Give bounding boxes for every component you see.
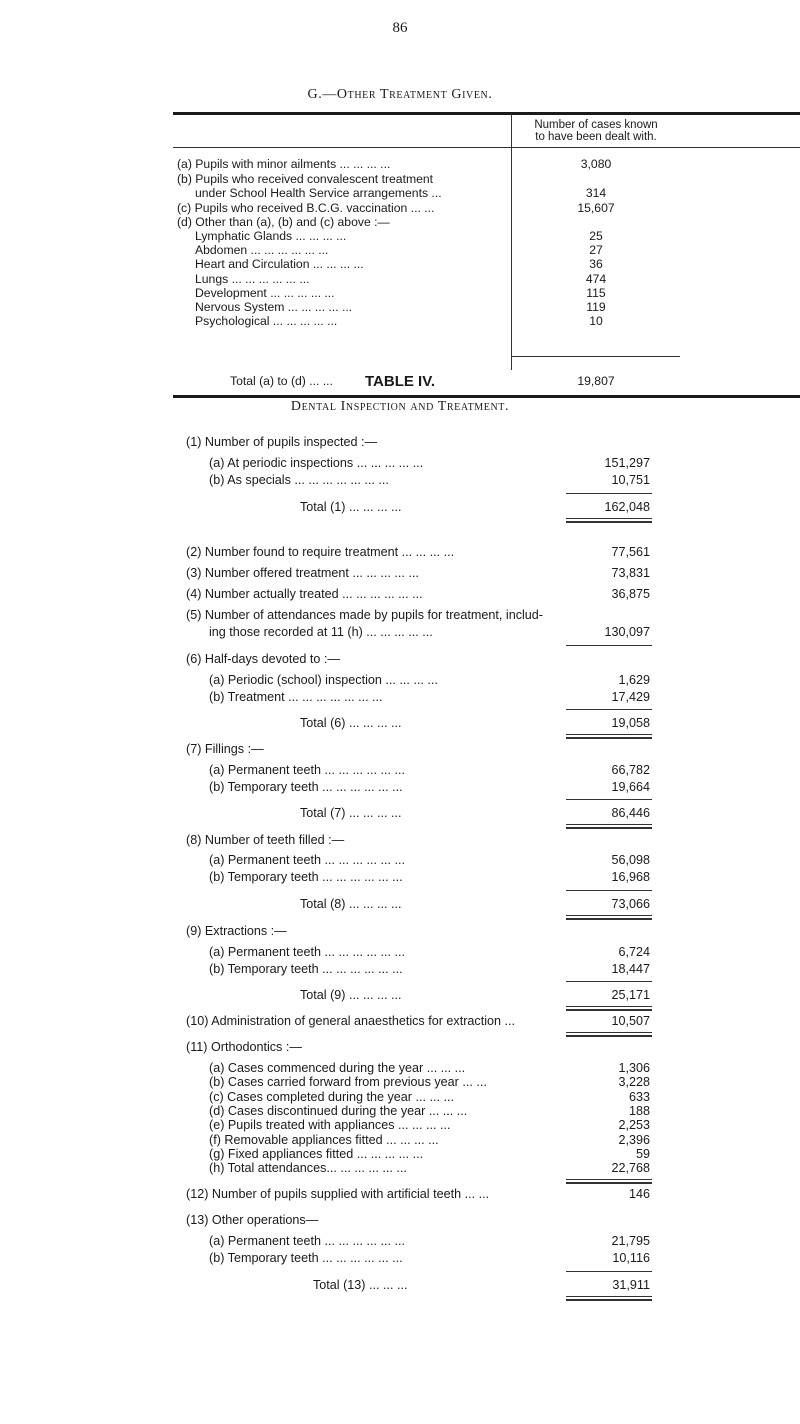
table-iv-total-rule	[566, 709, 652, 710]
table-g-row-value: 314	[585, 186, 607, 200]
table-g-row-value: 36	[589, 257, 603, 271]
table-iv-double-rule	[566, 824, 652, 829]
table-iv-item-label: (4) Number actually treated ... ... ... ... ... ...	[186, 587, 423, 601]
table-g-total-label: Total (a) to (d) ... ...	[230, 374, 333, 388]
table-iv-item-value: 6,724	[618, 945, 650, 959]
table-iv-item-label: (a) Permanent teeth ... ... ... ... ... ...	[209, 945, 405, 959]
table-iv-total-label: Total (8) ... ... ... ...	[300, 897, 402, 911]
table-g-row-value: 3,080	[580, 157, 612, 171]
table-iv-item-label: (a) At periodic inspections ... ... ... ... ...	[209, 456, 424, 470]
table-g-column-header-line2: to have been dealt with.	[535, 131, 657, 143]
table-iv-item-label: (b) Temporary teeth ... ... ... ... ... ...	[209, 870, 403, 884]
table-iv-total-rule	[566, 799, 652, 800]
table-iv-total-label: Total (7) ... ... ... ...	[300, 806, 402, 820]
table-iv-item-value: 2,253	[618, 1118, 650, 1132]
table-iv-item-value: 633	[628, 1090, 650, 1104]
table-iv-double-rule	[566, 1296, 652, 1301]
table-iv-item-label: (5) Number of attendances made by pupils for treatment, includ-	[186, 608, 543, 622]
page-number: 86	[392, 20, 408, 36]
table-iv-item-label: (g) Fixed appliances fitted ... ... ... ... ...	[209, 1147, 424, 1161]
table-iv-item-label: ing those recorded at 11 (h) ... ... ... ... ...	[209, 625, 433, 639]
table-iv-double-rule	[566, 1179, 652, 1184]
table-g-top-rule	[173, 112, 800, 115]
table-g-row-value: 474	[585, 272, 607, 286]
table-iv-item-value: 151,297	[604, 456, 650, 470]
table-iv-item-label: (2) Number found to require treatment ... ... ... ...	[186, 545, 455, 559]
table-iv-item-value: 36,875	[611, 587, 650, 601]
table-iv-total-value: 19,058	[611, 716, 650, 730]
table-iv-item-label: (e) Pupils treated with appliances ... ... ... ...	[209, 1118, 451, 1132]
table-g-total-rule	[512, 356, 680, 357]
table-iv-item-label: (a) Cases commenced during the year ... ... ...	[209, 1061, 466, 1075]
table-iv-total-value: 31,911	[612, 1278, 650, 1292]
table-iv-item-label: (c) Cases completed during the year ... ... ...	[209, 1090, 454, 1104]
table-iv-double-rule	[566, 734, 652, 739]
table-g-row-label: (c) Pupils who received B.C.G. vaccination ... ...	[177, 201, 435, 215]
table-iv-total-value: 86,446	[611, 806, 650, 820]
table-g-row-value: 10	[589, 314, 603, 328]
table-iv-item-label: (b) As specials ... ... ... ... ... ... ...	[209, 473, 389, 487]
table-iv-item-label: (b) Cases carried forward from previous year ... ...	[209, 1075, 487, 1089]
table-g-row-value: 25	[589, 229, 603, 243]
table-g-row-label: Heart and Circulation ... ... ... ...	[195, 257, 364, 271]
table-iv-total-value: 25,171	[611, 988, 650, 1002]
table-iv-item-value: 10,116	[612, 1251, 650, 1265]
section-g-title-text: G.—Other Treatment Given.	[307, 87, 493, 102]
table-iv-double-rule	[566, 1032, 652, 1037]
table-iv-item-label: (6) Half-days devoted to :—	[186, 652, 340, 666]
table-iv-item-value: 1,629	[618, 673, 650, 687]
table-iv-item-label: (10) Administration of general anaesthetics for extraction ...	[186, 1014, 516, 1028]
table-g-bottom-rule	[173, 395, 800, 398]
table-iv-total-label: Total (13) ... ... ...	[313, 1278, 408, 1292]
table-iv-item-label: (f) Removable appliances fitted ... ... ... ...	[209, 1133, 439, 1147]
table-iv-subtitle-text: Dental Inspection and Treatment.	[290, 399, 510, 414]
table-iv-item-label: (a) Permanent teeth ... ... ... ... ... ...	[209, 1234, 405, 1248]
table-iv-item-value: 16,968	[611, 870, 650, 884]
table-iv-item-label: (9) Extractions :—	[186, 924, 287, 938]
table-iv-item-value: 73,831	[611, 566, 650, 580]
table-iv-item-value: 56,098	[611, 853, 650, 867]
table-iv-item-label: (h) Total attendances... ... ... ... ... ...	[209, 1161, 407, 1175]
table-g-row-label: Lymphatic Glands ... ... ... ...	[195, 229, 347, 243]
table-g-row-value: 15,607	[577, 201, 615, 215]
table-iv-item-label: (12) Number of pupils supplied with artificial teeth ... ...	[186, 1187, 490, 1201]
table-iv-item-label: (d) Cases discontinued during the year ... ... ...	[209, 1104, 468, 1118]
table-iv-item-label: (a) Permanent teeth ... ... ... ... ... ...	[209, 853, 405, 867]
table-g-row-label: Lungs ... ... ... ... ... ...	[195, 272, 310, 286]
table-g-row-value: 119	[586, 300, 606, 314]
table-g-row-label: Abdomen ... ... ... ... ... ...	[195, 243, 329, 257]
table-iv-item-value: 18,447	[611, 962, 650, 976]
table-iv-total-rule	[566, 1271, 652, 1272]
table-iv-item-value: 77,561	[611, 545, 650, 559]
table-iv-total-label: Total (6) ... ... ... ...	[300, 716, 402, 730]
table-iv-item-value: 19,664	[611, 780, 650, 794]
table-iv-item-label: (a) Periodic (school) inspection ... ... ... ...	[209, 673, 438, 687]
table-iv-total-value: 73,066	[611, 897, 650, 911]
table-iv-item-value: 2,396	[618, 1133, 650, 1147]
table-g-row-value: 27	[589, 243, 603, 257]
table-iv-item-label: (11) Orthodontics :—	[186, 1040, 302, 1054]
table-g-row-label: Development ... ... ... ... ...	[195, 286, 335, 300]
table-iv-item-label: (3) Number offered treatment ... ... ... ... ...	[186, 566, 419, 580]
table-g-row-label: Psychological ... ... ... ... ...	[195, 314, 338, 328]
table-iv-double-rule	[566, 915, 652, 920]
table-iv-item-value: 10,507	[611, 1014, 650, 1028]
table-iv-item-value: 21,795	[611, 1234, 650, 1248]
table-g-total-value: 19,807	[577, 374, 615, 388]
table-g-row-label: Nervous System ... ... ... ... ...	[195, 300, 353, 314]
table-iv-item-label: (8) Number of teeth filled :—	[186, 833, 345, 847]
table-iv-item-label: (b) Treatment ... ... ... ... ... ... ...	[209, 690, 383, 704]
table-g-row-label: (d) Other than (a), (b) and (c) above :—	[177, 215, 390, 229]
table-iv-total-rule	[566, 493, 652, 494]
table-iv-section-rule	[566, 645, 652, 646]
table-iv-item-label: (1) Number of pupils inspected :—	[186, 435, 378, 449]
table-iv-total-rule	[566, 981, 652, 982]
table-g-column-header-line1: Number of cases known	[534, 119, 658, 131]
table-g-header-rule	[173, 147, 800, 148]
table-iv-item-label: (b) Temporary teeth ... ... ... ... ... ...	[209, 1251, 403, 1265]
table-iv-item-label: (13) Other operations—	[186, 1213, 319, 1227]
section-g-title	[0, 87, 800, 103]
table-iv-item-value: 130,097	[604, 625, 650, 639]
table-iv-item-value: 17,429	[611, 690, 650, 704]
table-g-row-label: under School Health Service arrangements ...	[195, 186, 442, 200]
table-iv-item-label: (b) Temporary teeth ... ... ... ... ... ...	[209, 780, 403, 794]
table-iv-item-value: 3,228	[618, 1075, 650, 1089]
table-iv-item-value: 1,306	[618, 1061, 650, 1075]
table-iv-total-rule	[566, 890, 652, 891]
table-iv-item-value: 59	[635, 1147, 650, 1161]
table-iv-item-value: 10,751	[611, 473, 650, 487]
table-iv-total-label: Total (1) ... ... ... ...	[300, 500, 402, 514]
table-iv-item-value: 22,768	[611, 1161, 650, 1175]
table-g-row-value: 115	[586, 286, 606, 300]
table-iv-item-value: 146	[628, 1187, 650, 1201]
table-iv-title: TABLE IV.	[364, 373, 435, 390]
table-iv-double-rule	[566, 1006, 652, 1011]
table-iv-double-rule	[566, 518, 652, 523]
table-g-row-label: (b) Pupils who received convalescent treatment	[177, 172, 434, 186]
table-g-row-label: (a) Pupils with minor ailments ... ... ... ...	[177, 157, 391, 171]
table-iv-item-label: (7) Fillings :—	[186, 742, 264, 756]
table-iv-item-label: (a) Permanent teeth ... ... ... ... ... ...	[209, 763, 405, 777]
table-iv-item-label: (b) Temporary teeth ... ... ... ... ... ...	[209, 962, 403, 976]
table-iv-item-value: 66,782	[611, 763, 650, 777]
table-iv-subtitle	[0, 399, 800, 415]
table-iv-total-label: Total (9) ... ... ... ...	[300, 988, 402, 1002]
table-iv-total-value: 162,048	[604, 500, 650, 514]
table-iv-item-value: 188	[628, 1104, 650, 1118]
